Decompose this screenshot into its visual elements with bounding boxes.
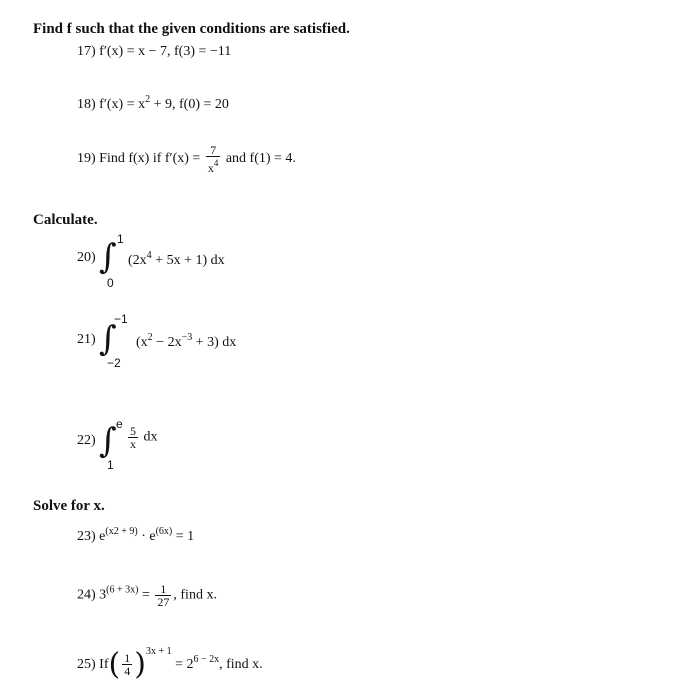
problem-22-label: 22) [77,433,96,448]
problem-25-rhs-base: = 2 [171,657,194,672]
problem-17: 17) f′(x) = x − 7, f(3) = −11 [77,44,232,59]
problem-24-exponent: (6 + 3x) [106,584,139,596]
integrand-fraction [128,425,138,450]
problem-19-text: 19) Find f(x) if f′(x) = [77,151,204,167]
problem-23 [77,526,194,545]
integral-sign: ∫ [99,421,117,461]
fraction-numerator: 5 [130,424,136,438]
problem-25-fraction [122,652,132,677]
problem-24 [77,583,217,608]
problem-23-rhs: = 1 [172,529,195,544]
fraction-denominator: x [130,437,136,451]
problem-20-integrand [128,250,225,269]
integrand-exponent: 2 [147,332,153,343]
integrand-middle: − 2x [152,335,182,350]
problem-24-fraction [155,583,171,608]
integrand-dx: dx [140,429,158,445]
integral-sign: ∫ [99,237,117,277]
problem-24-instruction: , find x. [173,587,217,603]
problem-23-base: 23) e [77,529,106,544]
fraction-denominator: 27 [157,595,170,609]
right-paren: ) [134,646,146,682]
problem-19-condition: and f(1) = 4. [222,151,296,167]
fraction-denominator: 4 [124,664,131,679]
problem-24-equals: = [138,587,154,603]
problem-18 [77,94,229,113]
fraction-numerator: 1 [155,583,171,596]
problem-18-lhs: 18) f′(x) = x [77,97,146,112]
problem-25 [77,646,263,680]
section-heading-calculate: Calculate. [33,212,98,228]
problem-25-rhs-exponent: 6 − 2x [193,654,220,665]
problem-19-fraction [206,144,221,174]
problem-19-numerator: 7 [206,144,221,157]
section-heading-find-f: Find f such that the given conditions are satisfied. [33,21,350,37]
section-heading-solve: Solve for x. [33,498,105,514]
problem-23-exponent: (6x) [155,526,173,537]
problem-25-exponent: 3x + 1 [145,646,172,657]
problem-18-rest: + 9, f(0) = 20 [150,97,229,112]
problem-22-integrand [126,425,158,450]
lower-limit: 1 [107,458,114,472]
integrand-end: + 3) dx [192,335,237,350]
problem-25-if: 25) If [77,657,109,672]
problem-21-label: 21) [77,332,96,347]
problem-19-denominator [206,157,221,174]
problem-18-exponent: 2 [145,94,151,105]
upper-limit: 1 [117,232,124,246]
problem-20-label: 20) [77,250,96,265]
integrand-start: (x [136,335,148,350]
problem-23-product: · e [137,529,156,544]
integrand-exponent: −3 [181,332,193,343]
problem-21-integrand [136,332,236,351]
upper-limit: e [116,417,123,431]
problem-24-base: 24) 3 [77,587,107,603]
fraction-numerator: 1 [124,651,131,666]
integrand-start: (2x [128,253,147,268]
problem-19-den-base: x [207,161,214,175]
left-paren: ( [108,646,121,682]
integral-sign: ∫ [99,319,117,359]
upper-limit: −1 [114,312,128,326]
problem-19 [77,144,296,174]
problem-23-exponent: (x2 + 9) [105,526,138,537]
integrand-exponent: 4 [146,250,152,261]
problem-19-den-exponent: 4 [213,158,219,168]
integrand-end: + 5x + 1) dx [151,253,225,268]
lower-limit: −2 [107,356,121,370]
lower-limit: 0 [107,276,114,290]
problem-25-instruction: , find x. [219,657,263,672]
